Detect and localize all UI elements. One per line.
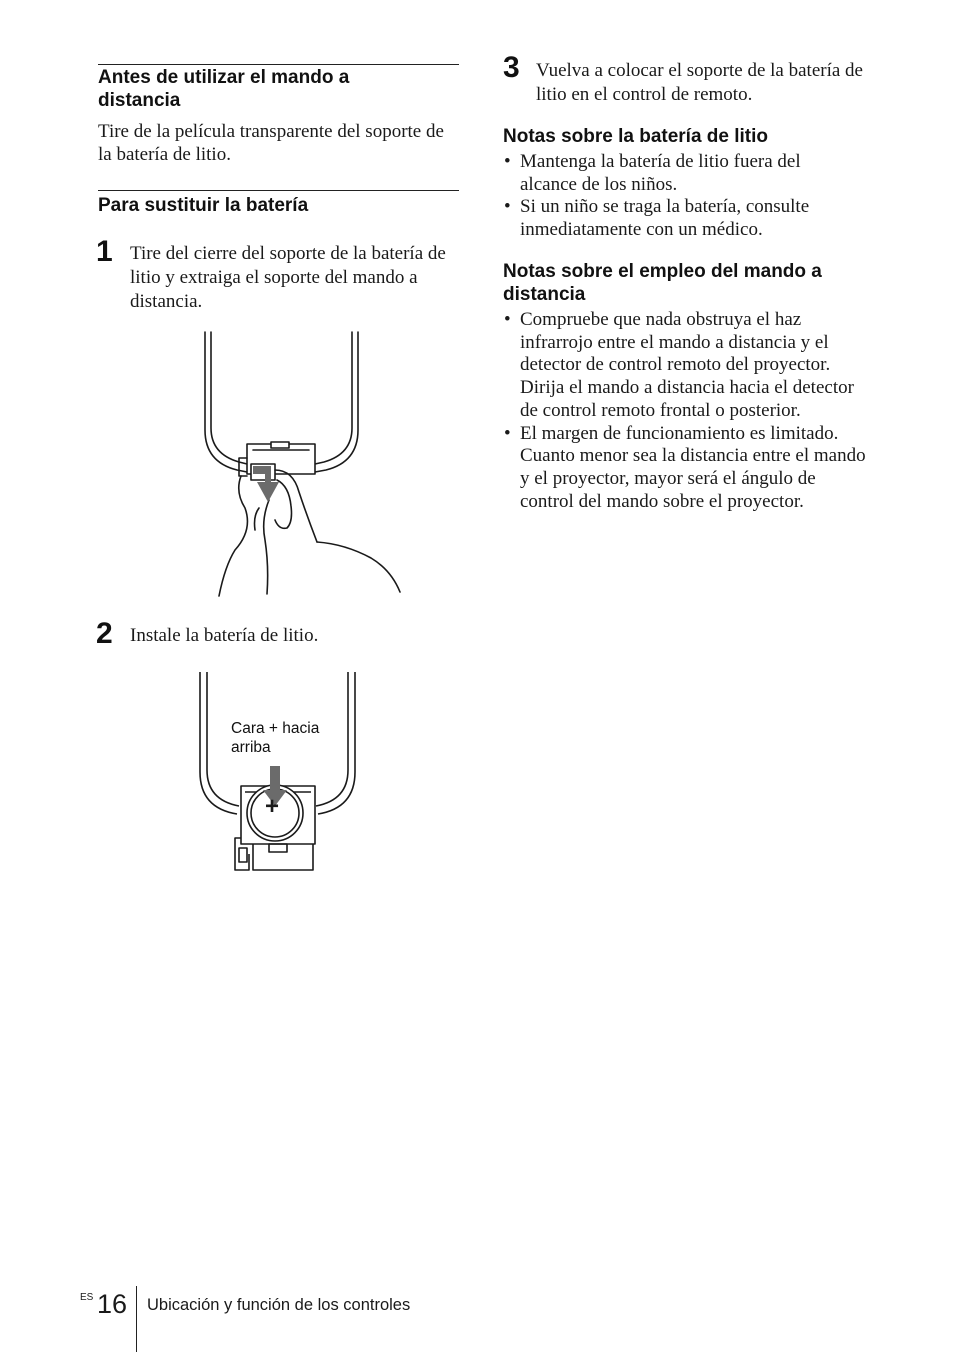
paragraph-pelicula: Tire de la película transparente del soporte de la batería de litio. (98, 121, 444, 165)
list-item: • Si un niño se traga la batería, consulte inmediatamente con un médico. (504, 196, 810, 241)
step-2-text: Instale la batería de litio. (130, 625, 319, 646)
list-item: • Mantenga la batería de litio fuera del alcance de los niños. (504, 151, 801, 195)
heading-sustituir-bateria: Para sustituir la batería (98, 195, 309, 216)
battery-plus-sign: + (265, 793, 280, 820)
bullet-glyph: • (504, 196, 511, 218)
battery-install-illustration (195, 668, 365, 878)
list-item: • El margen de funcionamiento es limitado. Cuanto menor sea la distancia entre el mando y el proyector, mayor será el ángulo de control del mando sobre el proyector. (504, 422, 866, 512)
bullet-glyph: • (504, 309, 511, 330)
section-rule-1 (98, 64, 459, 65)
heading-notas-mando: Notas sobre el empleo del mando a distancia (503, 261, 822, 305)
step-number-3: 3 (503, 51, 520, 84)
remote-holder-removal-illustration (195, 330, 410, 598)
figure-label-cara-hacia-arriba: Cara + hacia arriba (231, 720, 320, 756)
notes-battery-list (504, 151, 849, 242)
step-number-1: 1 (96, 235, 113, 268)
step-number-2: 2 (96, 617, 113, 650)
footer-language-code: ES (80, 1292, 94, 1303)
bullet-glyph: • (504, 422, 511, 444)
section-rule-2 (98, 190, 459, 191)
notes-remote-list (504, 309, 869, 513)
footer-section-title: Ubicación y función de los controles (147, 1296, 411, 1314)
page-number: 16 (97, 1289, 128, 1319)
heading-notas-bateria: Notas sobre la batería de litio (503, 126, 769, 147)
heading-antes-de-utilizar: Antes de utilizar el mando a distancia (98, 67, 350, 111)
footer-divider (136, 1286, 137, 1352)
bullet-glyph: • (504, 151, 511, 172)
step-1-text: Tire del cierre del soporte de la batería de litio y extraiga el soporte del mando a distancia. (130, 243, 446, 312)
step-3-text: Vuelva a colocar el soporte de la batería de litio en el control de remoto. (536, 60, 863, 105)
list-item: • Compruebe que nada obstruya el haz infrarrojo entre el mando a distancia y el detector de control remoto del proyector. Dirija el mando a distancia hacia el detector de control remoto frontal o posterior. (504, 309, 854, 421)
